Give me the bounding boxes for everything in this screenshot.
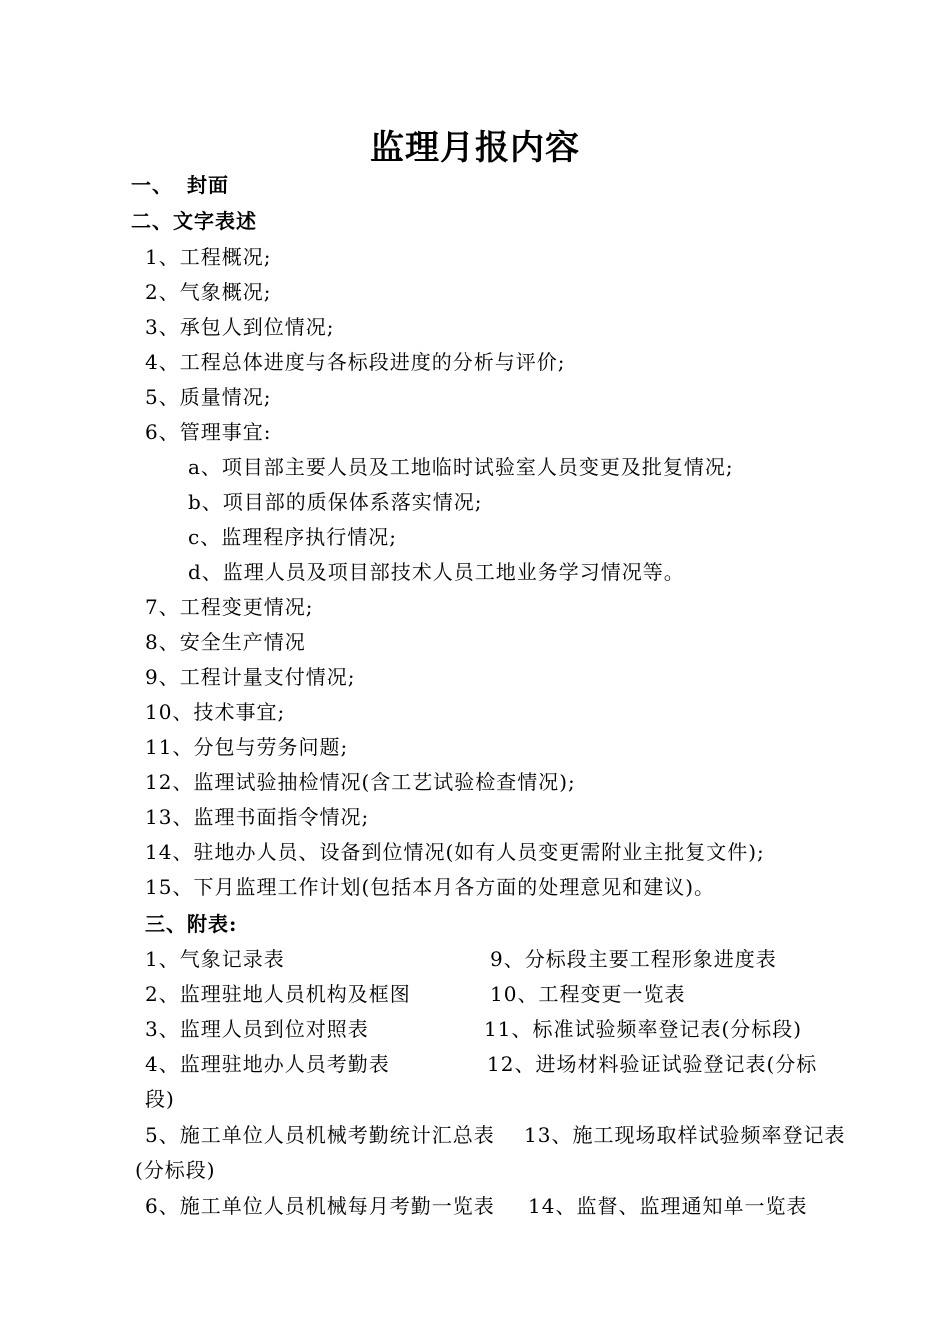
section-2-heading: 二、文字表述 bbox=[131, 209, 257, 233]
text-item-8: 8、安全生产情况 bbox=[145, 630, 306, 654]
sub-item-a: a、项目部主要人员及工地临时试验室人员变更及批复情况; bbox=[188, 455, 734, 479]
text-item-7: 7、工程变更情况; bbox=[145, 595, 314, 619]
appendix-right-4: 12、进场材料验证试验登记表(分标 bbox=[487, 1052, 818, 1076]
appendix-right-1: 9、分标段主要工程形象进度表 bbox=[490, 947, 777, 971]
section-1-label: 封面 bbox=[187, 173, 229, 197]
text-item-9: 9、工程计量支付情况; bbox=[145, 665, 356, 689]
section-1-number: 一、 bbox=[131, 173, 173, 197]
sub-item-d: d、监理人员及项目部技术人员工地业务学习情况等。 bbox=[188, 560, 685, 584]
sub-item-c: c、监理程序执行情况; bbox=[188, 525, 397, 549]
text-item-6: 6、管理事宜: bbox=[145, 420, 272, 444]
appendix-wrap-4: 段) bbox=[145, 1087, 175, 1111]
text-item-5: 5、质量情况; bbox=[145, 385, 272, 409]
appendix-left-1: 1、气象记录表 bbox=[145, 947, 285, 971]
appendix-right-2: 10、工程变更一览表 bbox=[490, 982, 686, 1006]
appendix-left-3: 3、监理人员到位对照表 bbox=[145, 1017, 369, 1041]
appendix-left-6: 6、施工单位人员机械每月考勤一览表 bbox=[145, 1194, 495, 1218]
text-item-3: 3、承包人到位情况; bbox=[145, 315, 335, 339]
text-item-15: 15、下月监理工作计划(包括本月各方面的处理意见和建议)。 bbox=[145, 875, 716, 899]
text-item-1: 1、工程概况; bbox=[145, 245, 272, 269]
text-item-14: 14、驻地办人员、设备到位情况(如有人员变更需附业主批复文件); bbox=[145, 840, 765, 864]
text-item-4: 4、工程总体进度与各标段进度的分析与评价; bbox=[145, 350, 566, 374]
text-item-11: 11、分包与劳务问题; bbox=[145, 735, 349, 759]
appendix-right-3: 11、标准试验频率登记表(分标段) bbox=[484, 1017, 803, 1041]
appendix-right-5: 13、施工现场取样试验频率登记表 bbox=[524, 1123, 846, 1147]
text-item-10: 10、技术事宜; bbox=[145, 700, 286, 724]
appendix-right-6: 14、监督、监理通知单一览表 bbox=[528, 1194, 808, 1218]
appendix-left-2: 2、监理驻地人员机构及框图 bbox=[145, 982, 411, 1006]
sub-item-b: b、项目部的质保体系落实情况; bbox=[188, 490, 483, 514]
text-item-13: 13、监理书面指令情况; bbox=[145, 805, 370, 829]
text-item-12: 12、监理试验抽检情况(含工艺试验检查情况); bbox=[145, 770, 576, 794]
page-title: 监理月报内容 bbox=[370, 128, 580, 168]
appendix-left-4: 4、监理驻地办人员考勤表 bbox=[145, 1052, 390, 1076]
appendix-left-5: 5、施工单位人员机械考勤统计汇总表 bbox=[145, 1123, 495, 1147]
appendix-wrap-5: (分标段) bbox=[135, 1158, 216, 1182]
text-item-2: 2、气象概况; bbox=[145, 280, 272, 304]
section-3-heading: 三、附表: bbox=[145, 912, 238, 936]
